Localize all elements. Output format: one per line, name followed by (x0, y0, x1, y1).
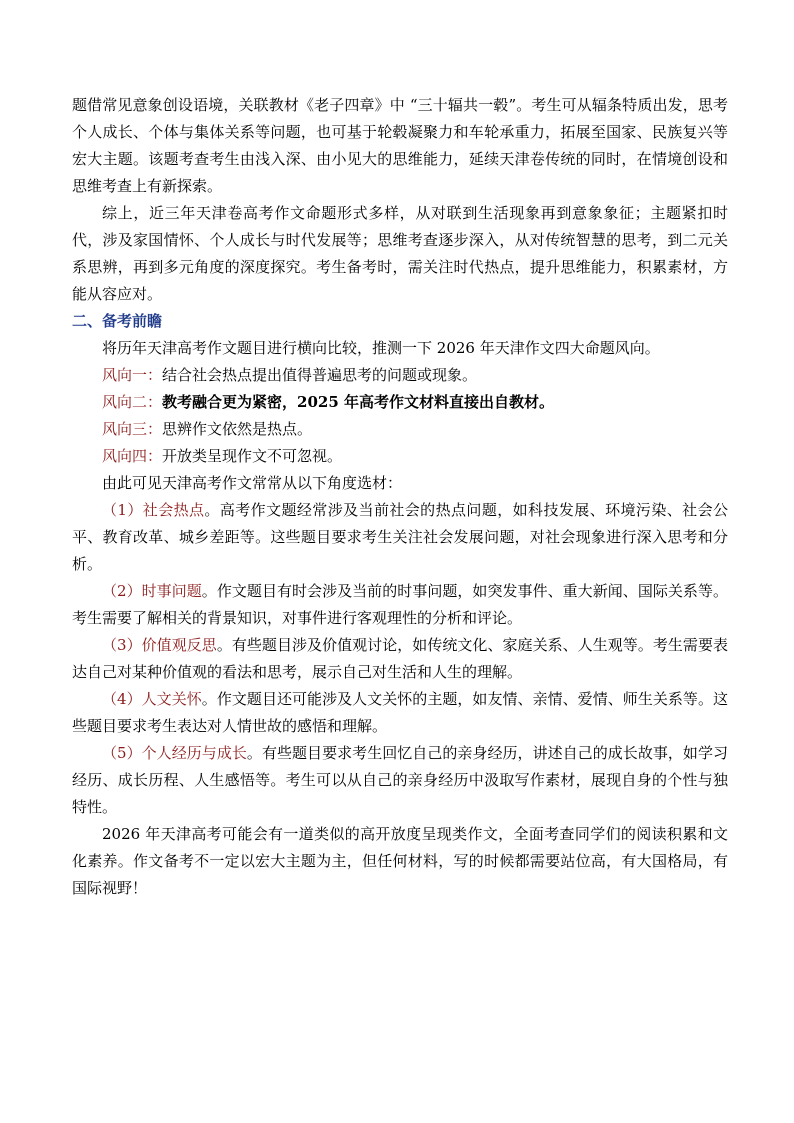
angle-item (72, 632, 728, 686)
trend-label: 风向二： (102, 393, 163, 411)
trend-text: 开放类呈现作文不可忽视。 (162, 447, 343, 465)
trend-label: 风向三： (102, 420, 163, 438)
trend-text: 思辨作文依然是热点。 (162, 420, 313, 438)
trend-item (72, 443, 728, 470)
trend-item (72, 389, 728, 416)
angle-label: （1）社会热点 (102, 501, 205, 519)
trend-text: 结合社会热点提出值得普遍思考的问题或现象。 (162, 366, 478, 384)
angle-label: （3）价值观反思 (102, 636, 217, 654)
angle-text: 。有些题目要求考生回忆自己的亲身经历，讲述自己的成长故事，如学习经历、成长历程、人生感悟等。考生可以从自己的亲身经历中汲取写作素材，展现自身的个性与独特性。 (72, 744, 728, 816)
intro-paragraph-2: 综上，近三年天津卷高考作文命题形式多样，从对联到生活现象再到意象象征；主题紧扣时代，涉及家国情怀、个人成长与时代发展等；思维考查逐步深入，从对传统智慧的思考，到二元关系思辨，再到多元角度的深度探究。考生备考时，需关注时代热点，提升思维能力，积累素材，方能从容应对。 (72, 204, 728, 303)
document-page (72, 92, 728, 902)
angle-text: 。作文题目有时会涉及当前的时事问题，如突发事件、重大新闻、国际关系等。考生需要了解相关的背景知识，对事件进行客观理性的分析和评论。 (72, 582, 728, 627)
angle-label: （4）人文关怀 (102, 690, 202, 708)
angle-item (72, 686, 728, 740)
angle-text: 。有些题目涉及价值观讨论，如传统文化、家庭关系、人生观等。考生需要表达自己对某种价值观的看法和思考，展示自己对生活和人生的理解。 (72, 636, 728, 681)
section-heading: 二、备考前瞻 (72, 312, 163, 330)
intro-paragraph-1: 题借常见意象创设语境，关联教材《老子四章》中 “三十辐共一毂”。考生可从辐条特质出发，思考个人成长、个体与集体关系等问题，也可基于轮毂凝聚力和车轮承重力，拓展至国家、民族复兴等宏大主题。该题考查考生由浅入深、由小见大的思维能力，延续天津卷传统的同时，在情境创设和思维考查上有新探索。 (72, 96, 728, 195)
trend-label: 风向一： (102, 366, 163, 384)
trend-label: 风向四： (102, 447, 163, 465)
trend-item (72, 362, 728, 389)
conclusion-paragraph: 2026 年天津高考可能会有一道类似的高开放度呈现类作文，全面考查同学们的阅读积累和文化素养。作文备考不一定以宏大主题为主，但任何材料，写的时候都需要站位高，有大国格局，有国际视野！ (72, 825, 728, 897)
angles-lead: 由此可见天津高考作文常常从以下角度选材： (102, 474, 403, 492)
angle-label: （5）个人经历与成长 (102, 744, 247, 762)
trend-item (72, 416, 728, 443)
section-lead: 将历年天津高考作文题目进行横向比较，推测一下 2026 年天津作文四大命题风向。 (102, 339, 660, 357)
angle-label: （2）时事问题 (102, 582, 202, 600)
angle-item (72, 740, 728, 821)
angle-item (72, 497, 728, 578)
angle-text: 。作文题目还可能涉及人文关怀的主题，如友情、亲情、爱情、师生关系等。这些题目要求考生表达对人情世故的感悟和理解。 (72, 690, 728, 735)
angle-text: 。高考作文题经常涉及当前社会的热点问题，如科技发展、环境污染、社会公平、教育改革、城乡差距等。这些题目要求考生关注社会发展问题，对社会现象进行深入思考和分析。 (72, 501, 728, 573)
trend-text: 教考融合更为紧密，2025 年高考作文材料直接出自教材。 (162, 393, 554, 411)
angle-item (72, 578, 728, 632)
